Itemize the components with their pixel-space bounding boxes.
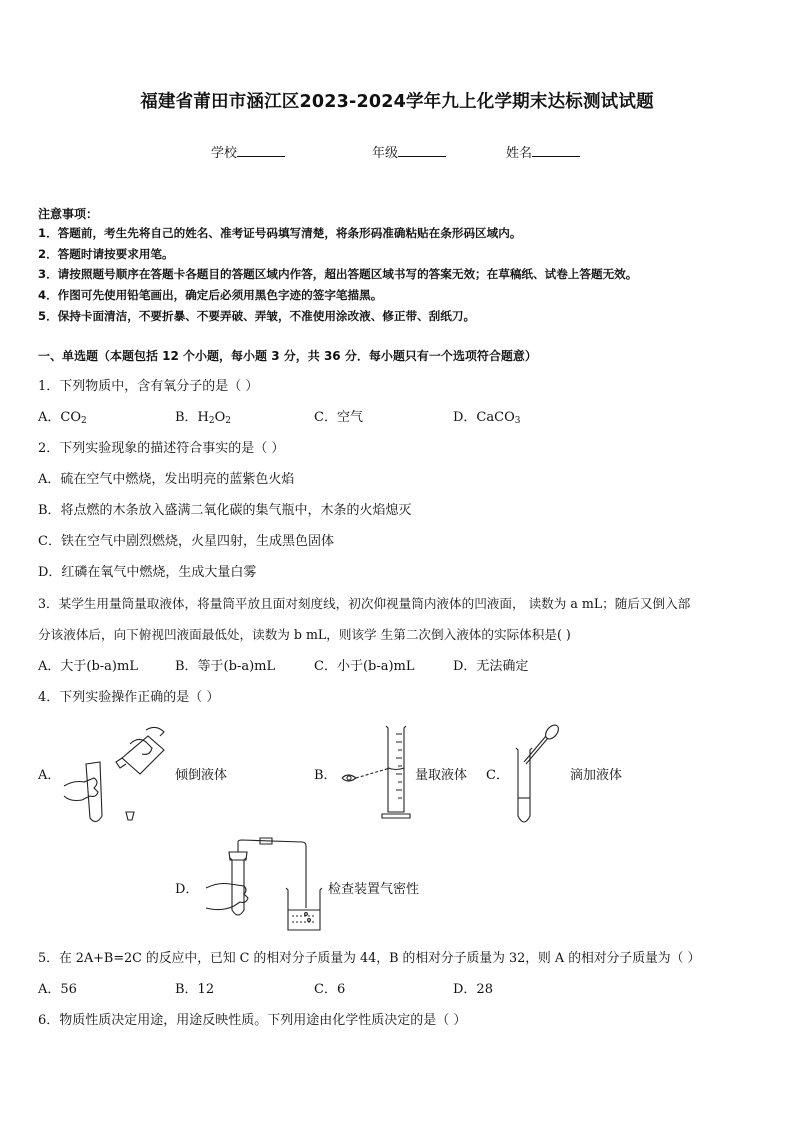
q1-option-c: C．空气 (314, 410, 363, 425)
q2-option-c: C．铁在空气中剧烈燃烧，火星四射，生成黑色固体 (38, 534, 334, 549)
note-item: 4．作图可先使用铅笔画出，确定后必须用黑色字迹的签字笔描黑。 (38, 288, 383, 302)
school-blank (237, 144, 285, 157)
name-label: 姓名 (506, 146, 533, 161)
page-title: 福建省莆田市涵江区2023-2024学年九上化学期末达标测试试题 (140, 92, 654, 112)
airtightness-check-illustration (196, 836, 326, 936)
question-2-stem: 2．下列实验现象的描述符合事实的是（ ） (38, 441, 285, 456)
name-blank (532, 144, 580, 157)
q5-option-a: A．56 (38, 982, 77, 997)
q4-option-a-label: 倾倒液体 (175, 768, 228, 783)
q2-option-a: A．硫在空气中燃烧，发出明亮的蓝紫色火焰 (38, 472, 295, 487)
dropper-illustration (510, 722, 570, 830)
q5-option-d: D．28 (453, 982, 493, 997)
q4-option-d-label: 检查装置气密性 (328, 882, 420, 897)
q5-option-c: C．6 (314, 982, 346, 997)
question-3-stem-line2: 分该液体后，向下俯视凹液面最低处，读数为 b mL，则该学 生第二次倒入液体的实际体积是( ) (38, 627, 571, 642)
q3-option-d: D．无法确定 (453, 659, 529, 674)
q4-option-c-label: 滴加液体 (570, 768, 623, 783)
q4-option-b-letter: B． (314, 768, 337, 783)
note-item: 1．答题前，考生先将自己的姓名、准考证号码填写清楚，将条形码准确粘贴在条形码区域内。 (38, 226, 522, 240)
q4-option-a-letter: A． (38, 768, 61, 783)
q4-option-c-letter: C． (486, 768, 509, 783)
note-item: 2．答题时请按要求用笔。 (38, 247, 174, 261)
q4-option-b-label: 量取液体 (415, 768, 468, 783)
grade-blank (398, 144, 446, 157)
q3-option-c: C．小于(b-a)mL (314, 659, 415, 674)
question-1-stem: 1．下列物质中，含有氧分子的是（ ） (38, 379, 259, 394)
q2-option-d: D．红磷在氧气中燃烧，生成大量白雾 (38, 565, 257, 580)
question-6-stem: 6．物质性质决定用途，用途反映性质。下列用途由化学性质决定的是（ ） (38, 1013, 467, 1028)
question-3-stem-line1: 3．某学生用量筒量取液体，将量筒平放且面对刻度线，初次仰视量筒内液体的凹液面， 读数为 a mL；随后又倒入部 (38, 596, 691, 611)
graduated-cylinder-illustration (338, 722, 418, 822)
q3-option-a: A．大于(b-a)mL (38, 659, 138, 674)
notes-heading: 注意事项： (38, 207, 99, 221)
q4-option-d-letter: D． (175, 882, 199, 897)
q2-option-b: B．将点燃的木条放入盛满二氧化碳的集气瓶中，木条的火焰熄灭 (38, 503, 412, 518)
school-label: 学校 (211, 146, 238, 161)
q1-option-d: D．CaCO$_3$ (453, 410, 521, 426)
grade-field (372, 142, 446, 161)
school-field (211, 142, 285, 161)
grade-label: 年级 (372, 146, 399, 161)
pour-liquid-illustration (60, 722, 175, 827)
question-4-stem: 4．下列实验操作正确的是（ ） (38, 690, 220, 705)
question-5-stem: 5．在 2A+B=2C 的反应中，已知 C 的相对分子质量为 44，B 的相对分子质量为 32，则 A 的相对分子质量为（ ） (38, 951, 701, 966)
q3-option-b: B．等于(b-a)mL (175, 659, 276, 674)
section-heading: 一、单选题（本题包括 12 个小题，每小题 3 分，共 36 分．每小题只有一个选项符合题意） (38, 349, 537, 363)
note-item: 5．保持卡面清洁，不要折暴、不要弄破、弄皱，不准使用涂改液、修正带、刮纸刀。 (38, 309, 476, 323)
q1-option-a: A．$CO_2$ (38, 410, 87, 426)
name-field (506, 142, 580, 161)
note-item: 3．请按照题号顺序在答题卡各题目的答题区域内作答，超出答题区域书写的答案无效；在草稿纸、试卷上答题无效。 (38, 267, 638, 281)
q5-option-b: B．12 (175, 982, 215, 997)
q1-option-b: B．$H_2O_2$ (175, 410, 232, 426)
